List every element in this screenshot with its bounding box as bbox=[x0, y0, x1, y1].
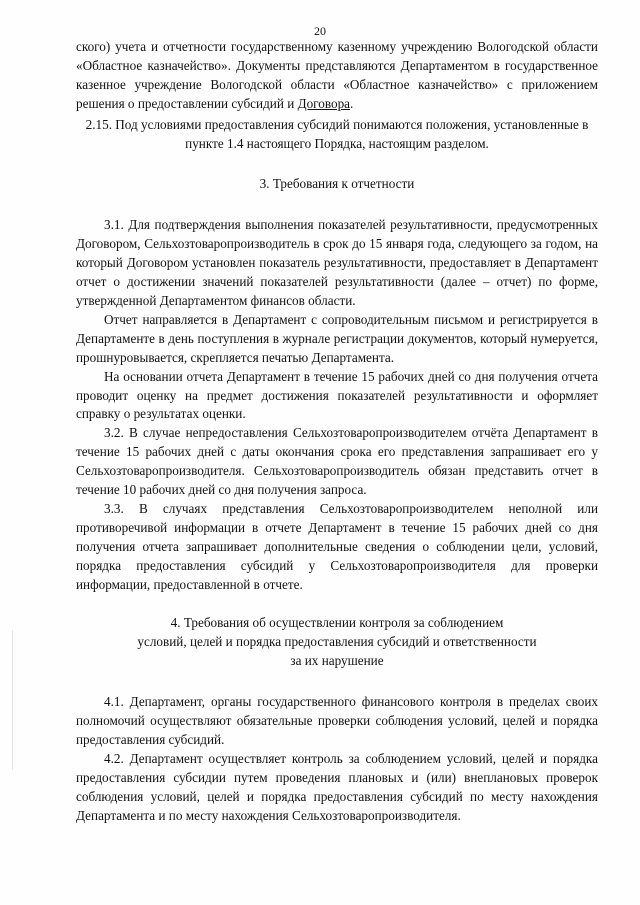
section-3-title: 3. Требования к отчетности bbox=[259, 176, 415, 192]
paragraph-3-2: 3.2. В случае непредоставления Сельхозтоваропроизводителем отчёта Департамент в течение 15 рабочих дней с даты окончания срока его представления запрашивает его у Сельхозтоваропроизводителя. Сельхозтоваропроизводитель обязан представить отчет в течение 10 рабочих дней со дня получения запроса. bbox=[76, 425, 598, 498]
paragraph-intro-end: . bbox=[350, 95, 354, 111]
paragraph-3-3: 3.3. В случаях представления Сельхозтоваропроизводителем неполной или противоречивой информации в отчете Департамент в течение 15 рабочих дней со дня получения отчета запрашивает дополнительные сведения о соблюдении цели, условий, порядка предоставления субсидий у Сельхозтоваропроизводителя для проверки информации, предоставленной в отчете. bbox=[76, 500, 598, 592]
paragraph-4-2: 4.2. Департамент осуществляет контроль за соблюдением условий, целей и порядка предоставления субсидии путем проведения плановых и (или) внеплановых проверок соблюдения условий, целей и порядка предоставления субсидий по месту нахождения Департамента и по месту нахождения Сельхозтоваропроизводителя. bbox=[76, 750, 598, 823]
scan-margin-mark bbox=[12, 630, 13, 770]
section-4-title-line-1: 4. Требования об осуществлении контроля за соблюдением bbox=[170, 615, 504, 631]
paragraph-4-1: 4.1. Департамент, органы государственного финансового контроля в пределах своих полномочий осуществляют обязательные проверки соблюдения условий, целей и порядка предоставления субсидий. bbox=[76, 694, 598, 747]
section-4-title bbox=[76, 614, 598, 671]
paragraph-3-1-c: На основании отчета Департамент в течение 15 рабочих дней со дня получения отчета проводит оценку на предмет достижения показателей результативности и оформляет справку о результатах оценки. bbox=[76, 368, 598, 422]
contract-link: Договора bbox=[297, 95, 351, 111]
paragraph-3-1-b: Отчет направляется в Департамент с сопроводительным письмом и регистрируется в Департаменте в день поступления в журнале регистрации документов, который нумеруется, прошнуровывается, скрепляется печатью Департамента. bbox=[76, 311, 598, 365]
paragraph-intro-text: ского) учета и отчетности государственному казенному учреждению Вологодской области «Областное казначейство». Документы представляются Департаментом в государственное казенное учреждение Вологодской области «Областное казначейство» с приложением решения о предоставлении субсидий и bbox=[76, 39, 598, 111]
page-number: 20 bbox=[314, 24, 326, 38]
section-4-title-line-3: за их нарушение bbox=[290, 653, 384, 669]
paragraph-2-15: 2.15. Под условиями предоставления субсидий понимаются положения, установленные в пункте 1.4 настоящего Порядка, настоящим разделом. bbox=[85, 116, 589, 151]
section-4-title-line-2: условий, целей и порядка предоставления субсидий и ответственности bbox=[137, 634, 537, 650]
paragraph-intro bbox=[76, 38, 598, 114]
paragraph-3-1: 3.1. Для подтверждения выполнения показателей результативности, предусмотренных Договором, Сельхозтоваропроизводитель в срок до 15 января года, следующего за годом, на который Договором установлен показатель результативности, предоставляет в Департамент отчет о достижении значений показателей результативности (далее – отчет) по форме, утвержденной Департаментом финансов области. bbox=[76, 217, 598, 308]
document-body bbox=[76, 38, 598, 826]
